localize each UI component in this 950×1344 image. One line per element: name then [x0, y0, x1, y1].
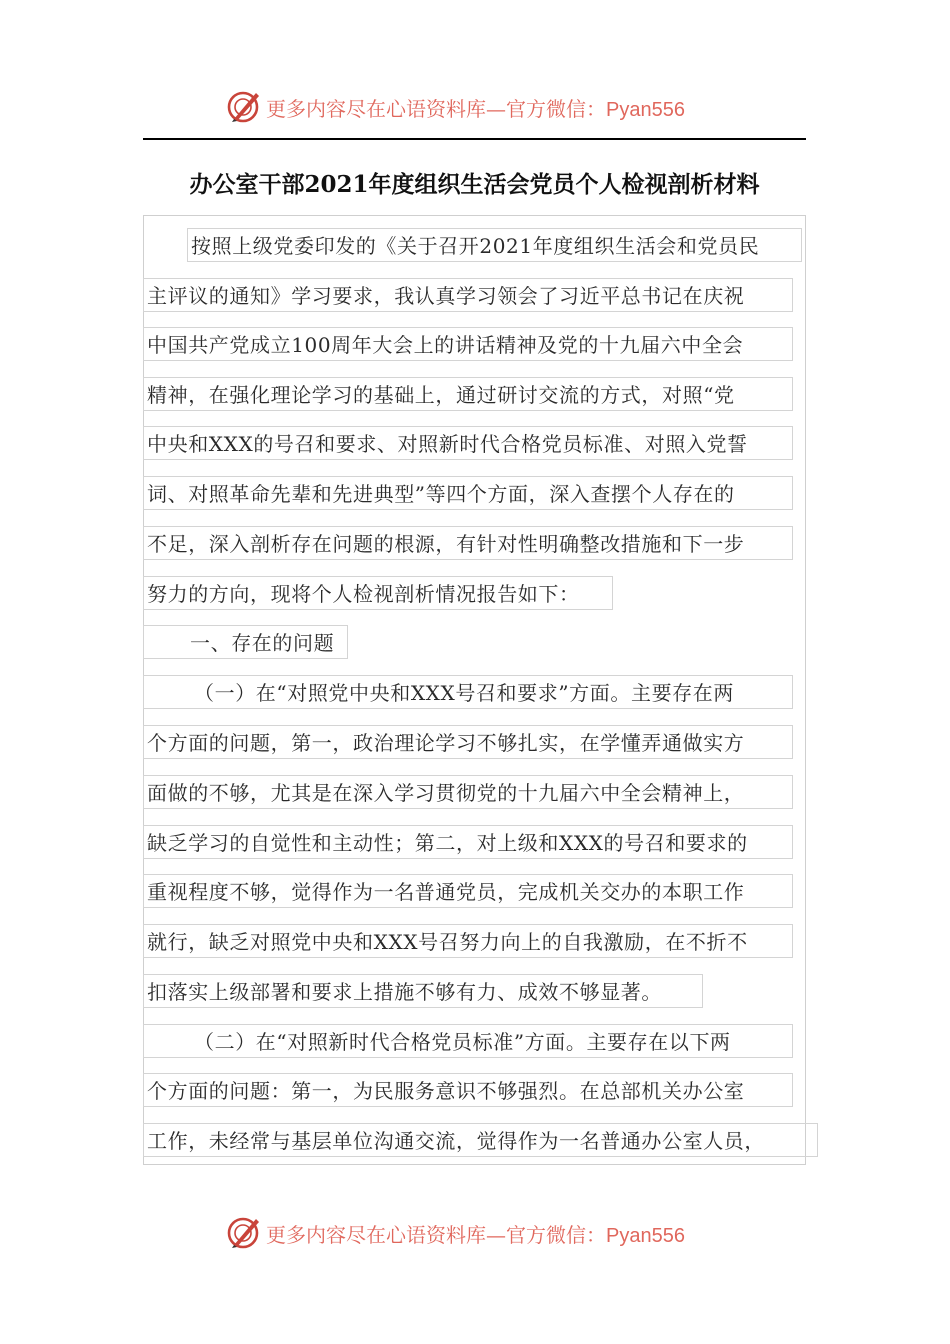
text-line: 就行，缺乏对照党中央和XXX号召努力向上的自我激励，在不折不: [143, 924, 793, 958]
header-banner: [0, 84, 950, 128]
text-line: 重视程度不够，觉得作为一名普通党员，完成机关交办的本职工作: [143, 874, 793, 908]
pen-logo-icon: [226, 1214, 262, 1250]
text-line: 按照上级党委印发的《关于召开2021年度组织生活会和党员民: [187, 228, 802, 262]
document-title: 办公室干部2021年度组织生活会党员个人检视剖析材料: [189, 171, 760, 198]
pen-logo-icon: [226, 88, 262, 124]
header-banner-text: 更多内容尽在心语资料库—官方微信：Pyan556: [266, 97, 685, 121]
text-line: 个方面的问题：第一，为民服务意识不够强烈。在总部机关办公室: [143, 1073, 793, 1107]
footer-banner-text: 更多内容尽在心语资料库—官方微信：Pyan556: [266, 1223, 685, 1247]
text-line: 工作，未经常与基层单位沟通交流，觉得作为一名普通办公室人员，: [143, 1123, 818, 1157]
text-line: 努力的方向，现将个人检视剖析情况报告如下：: [143, 576, 613, 610]
text-line: 不足，深入剖析存在问题的根源，有针对性明确整改措施和下一步: [143, 526, 793, 560]
text-line: （二）在“对照新时代合格党员标准”方面。主要存在以下两: [143, 1024, 793, 1058]
section-heading: 一、存在的问题: [143, 625, 348, 659]
header-rule: [143, 138, 806, 140]
text-line: （一）在“对照党中央和XXX号召和要求”方面。主要存在两: [143, 675, 793, 709]
text-line: 扣落实上级部署和要求上措施不够有力、成效不够显著。: [143, 974, 703, 1008]
footer-banner: [0, 1210, 950, 1254]
text-line: 中国共产党成立100周年大会上的讲话精神及党的十九届六中全会: [143, 327, 793, 361]
footer-wechat-id: Pyan556: [606, 1225, 685, 1247]
text-line: 中央和XXX的号召和要求、对照新时代合格党员标准、对照入党誓: [143, 426, 793, 460]
text-line: 词、对照革命先辈和先进典型”等四个方面，深入查摆个人存在的: [143, 476, 793, 510]
header-wechat-id: Pyan556: [606, 99, 685, 121]
text-line: 缺乏学习的自觉性和主动性；第二，对上级和XXX的号召和要求的: [143, 825, 793, 859]
text-line: 个方面的问题，第一，政治理论学习不够扎实，在学懂弄通做实方: [143, 725, 793, 759]
text-line: 精神，在强化理论学习的基础上，通过研讨交流的方式，对照“党: [143, 377, 793, 411]
text-line: 主评议的通知》学习要求，我认真学习领会了习近平总书记在庆祝: [143, 278, 793, 312]
text-line: 面做的不够，尤其是在深入学习贯彻党的十九届六中全会精神上，: [143, 775, 793, 809]
